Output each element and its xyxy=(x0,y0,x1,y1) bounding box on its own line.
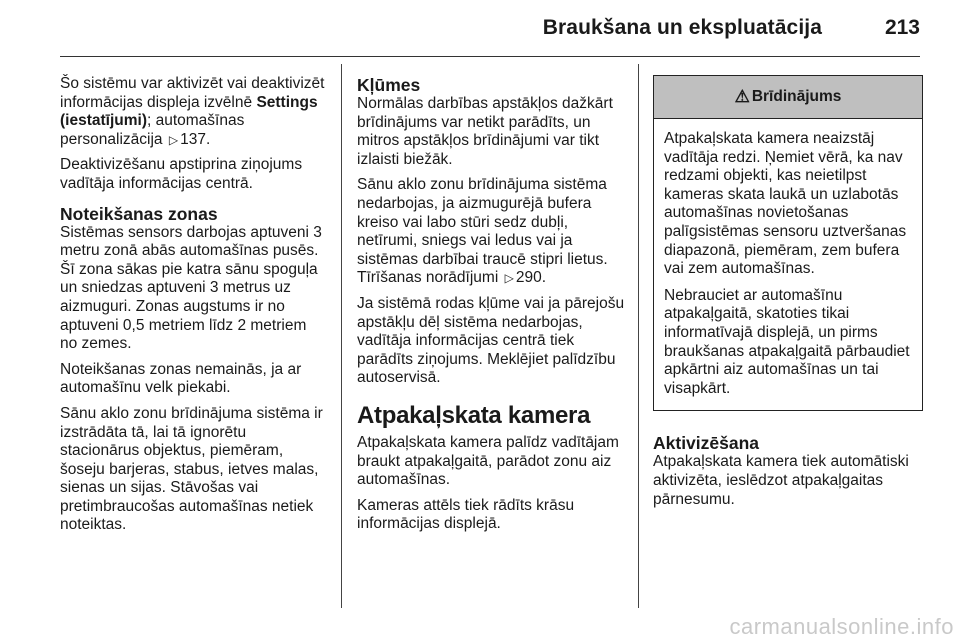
paragraph-zones: Sistēmas sensors darbojas aptuveni 3 metru zonā abās automašīnas pusēs. Šī zona sākas pie katra sānu spoguļa un sniedzas aptuveni 3 metrus uz aizmuguri. Zonas augstums ir no aptuveni 0,5 metriem līdz 2 metriem no zemes. xyxy=(60,223,322,353)
paragraph-not-working: Sānu aklo zonu brīdinājuma sistēma nedarbojas, ja aizmugurējā bufera kreiso vai labo stūri sedz dubļi, netīrumi, sniegs vai ledus vai ja sistēmas darbībai traucē stipri lietus. Tīrīšanas norādījumi ▷ 290. xyxy=(357,176,608,287)
column-1 xyxy=(60,75,326,542)
paragraph-settings: Šo sistēmu var aktivizēt vai deaktivizēt informācijas displeja izvēlnē Settings (iestatījumi); automašīnas personalizācija ▷ 137. xyxy=(60,75,325,148)
warning-header xyxy=(654,76,922,119)
warning-triangle-icon: ⚠ xyxy=(734,86,750,106)
paragraph-ignore-objects: Sānu aklo zonu brīdinājuma sistēma ir izstrādāta tā, lai tā ignorētu stacionārus objektus, piemēram, šoseju barjeras, stabus, ietves malas, sienas un sijas. Stāvošas vai pretimbraucošas automašīnas netiek noteiktas. xyxy=(60,404,323,534)
page-ref: 290. xyxy=(515,269,546,287)
settings-menu-label: Settings (iestatījumi) xyxy=(60,93,318,130)
warning-box xyxy=(653,75,923,411)
page-ref-arrow-icon: ▷ xyxy=(504,271,514,286)
column-3 xyxy=(653,75,923,516)
warning-paragraph-2: Nebrauciet ar automašīnu atpakaļgaitā, skatoties tikai informatīvajā displejā, un pirms braukšanas atpakaļgaitā pārbaudiet apkārtni aiz automašīnas un tai visapkārt. xyxy=(664,286,910,397)
heading-faults: Kļūmes xyxy=(357,75,421,95)
watermark: carmanualsonline.info xyxy=(729,614,954,639)
page-ref-arrow-icon: ▷ xyxy=(168,132,179,147)
header-divider xyxy=(60,56,920,57)
column-divider-1 xyxy=(341,64,342,608)
column-2 xyxy=(357,75,625,541)
heading-detection-zones: Noteikšanas zonas xyxy=(60,203,218,224)
heading-activation: Aktivizēšana xyxy=(653,433,760,454)
paragraph-activation: Atpakaļskata kamera tiek automātiski aktivizēta, ieslēdzot atpakaļgaitas pārnesumu. xyxy=(653,453,909,508)
warning-paragraph-1: Atpakaļskata kamera neaizstāj vadītāja redzi. Ņemiet vērā, ka nav redzami objekti, kas neietilpst kameras skata laukā un uzlabotās automašīnas novietošanas palīgsistēmas sensoru uztveršanas diapazonā, piemēram, zem bufera vai zem automašīnas. xyxy=(664,130,907,278)
page-header-title: Braukšana un ekspluatācija xyxy=(542,16,822,39)
paragraph-deactivation: Deaktivizēšanu apstiprina ziņojums vadītāja informācijas centrā. xyxy=(60,156,303,192)
warning-title: Brīdinājums xyxy=(751,87,842,105)
page-number: 213 xyxy=(884,16,920,39)
column-divider-2 xyxy=(638,64,639,608)
paragraph-camera-display: Kameras attēls tiek rādīts krāsu informācijas displejā. xyxy=(357,496,575,533)
paragraph-trailer: Noteikšanas zonas nemainās, ja ar automašīnu velk piekabi. xyxy=(60,360,302,397)
warning-body xyxy=(654,119,922,410)
paragraph-camera-help: Atpakaļskata kamera palīdz vadītājam braukt atpakaļgaitā, parādot zonu aiz automašīnas. xyxy=(357,433,619,489)
page-ref: 137. xyxy=(180,130,211,148)
paragraph-system-fault: Ja sistēmā rodas kļūme vai ja pārejošu apstākļu dēļ sistēma nedarbojas, vadītāja informācijas centrā tiek parādīts ziņojums. Meklējiet palīdzību autoservisā. xyxy=(357,294,625,387)
heading-rear-camera: Atpakaļskata kamera xyxy=(357,401,591,429)
paragraph-normal-conditions: Normālas darbības apstākļos dažkārt brīdinājums var netikt parādīts, un mitros apstākļos brīdinājumi var tikt izlaisti biežāk. xyxy=(357,95,613,168)
